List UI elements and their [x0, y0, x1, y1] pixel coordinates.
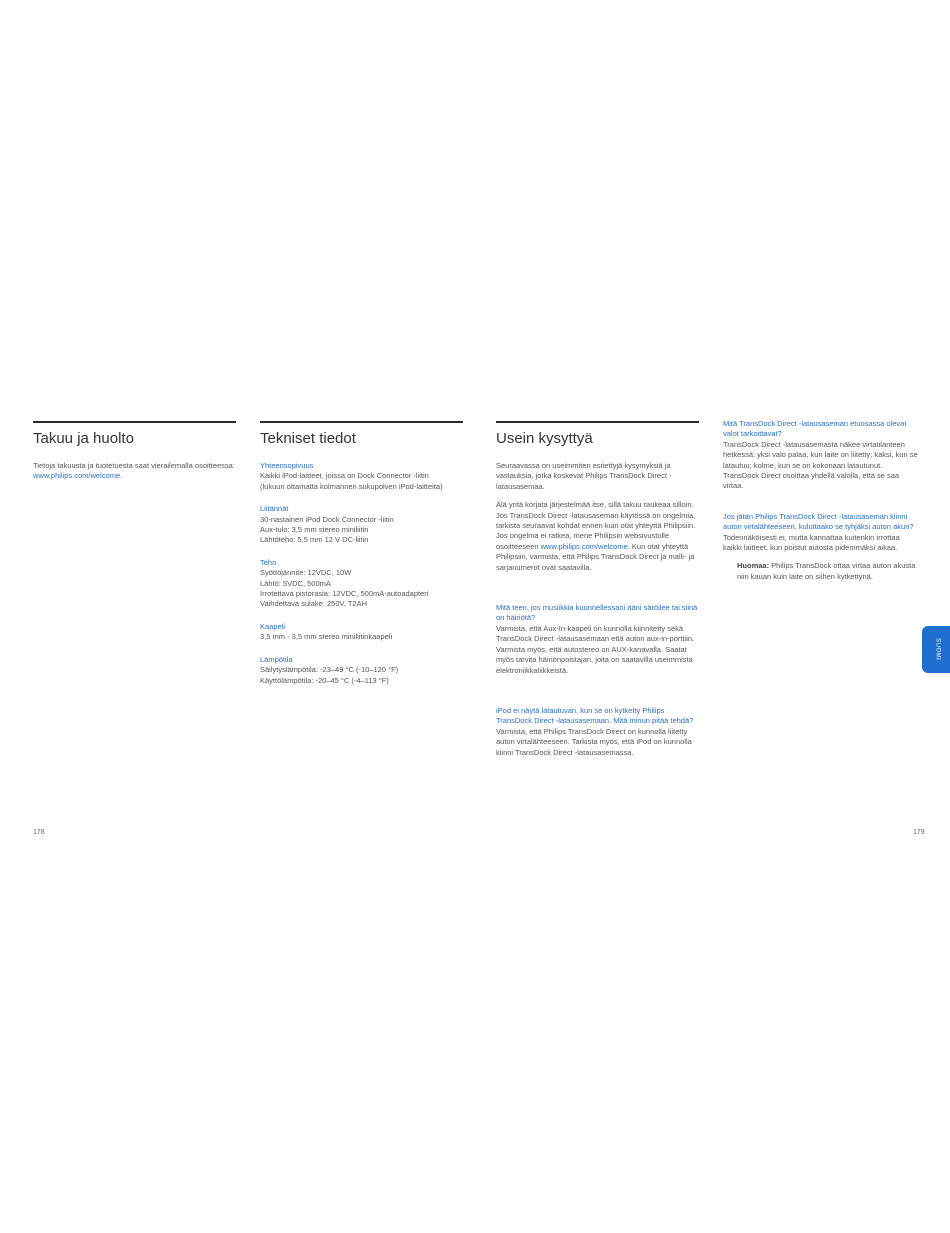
spec-groups: [260, 461, 463, 686]
spec-group: [260, 655, 463, 686]
spec-heading: Lämpötila: [260, 654, 293, 664]
spec-line: Säilytyslämpötila: -23–49 °C (-10–120 °F): [260, 665, 399, 675]
spec-line: 3,5 mm - 3,5 mm stereo miniliitinkaapeli: [260, 632, 393, 642]
language-tab: [922, 626, 950, 673]
spec-line: Aux-tulo: 3,5 mm stereo miniliitin: [260, 525, 369, 535]
faq-item: [723, 512, 918, 554]
section-rule: [33, 421, 236, 423]
faq-intro-1: Seuraavassa on useimmiten esitettyjä kysymyksiä ja vastauksia, jotka koskevat Philips TransDock Direct -latausasemaa.: [496, 461, 672, 491]
faq-link[interactable]: www.philips.com/welcome: [540, 541, 628, 551]
faq-item: [723, 419, 918, 492]
spec-group: [260, 622, 463, 643]
warranty-section: [33, 421, 236, 490]
warranty-text: Tietoja takuusta ja tuotetuesta saat vierailemalla osoitteessa: www.philips.com/welcome.: [33, 461, 235, 481]
spec-line: Irrotettava pistorasia: 12VDC, 500mA-autoadapteri: [260, 589, 429, 599]
spec-group: [260, 461, 463, 492]
faq-intro-2: Älä yritä korjata järjestelmää itse, sillä takuu raukeaa silloin. Jos TransDock Direct -latausaseman käytössä on ongelmia, tarkista seuraavat kohdat ennen kuin otat yhteyttä Philipsiin. Jos ongelma ei ratkea, mene Philipsin websivustolle osoitteeseen www.philips.com/welcome. Kun otat yhteyttä Philipsiin, varmista, että Philips TransDock Direct ja malli- ja sarjanumerot ovat saatavilla.: [496, 500, 696, 572]
language-tab-label: SUOMI: [934, 638, 941, 661]
section-rule: [260, 421, 463, 423]
spec-line: Lähtöteho: 5,5 mm 12 V DC-liitin: [260, 535, 369, 545]
spec-heading: Kaapeli: [260, 621, 286, 631]
faq-question: Jos jätän Philips TransDock Direct -latausaseman kiinni auton virtalähteeseen, kuluttaako se tyhjäksi auton akun?: [723, 511, 914, 532]
page-number-left: 178: [33, 829, 45, 836]
faq-continued: [723, 419, 918, 590]
spec-line: 30-nastainen iPod Dock Connector -liitin: [260, 514, 394, 524]
spec-line: (lukuun ottamatta kolmannen sukupolven iPod-laitteita): [260, 481, 443, 491]
faq-item: [496, 706, 699, 758]
faq-answer: TransDock Direct -latausasemasta näkee virtatilanteen hetkessä: yksi valo palaa, kun laite on liitetty; kaksi, kun se latautuu; kolme, kun se on kokonaan latautunut. TransDock Direct osoittaa yhdellä valolla, että se saa virtaa.: [723, 439, 918, 491]
spec-line: Vaihdettava sulake: 250V, T2AH: [260, 599, 368, 609]
warranty-link[interactable]: www.philips.com/welcome: [33, 471, 121, 481]
section-rule: [496, 421, 699, 423]
note-label: Huomaa:: [737, 561, 770, 571]
faq-answer: Varmista, että Aux-In-kaapeli on kunnolla kiinnitetty sekä TransDock Direct -latausasemaan että auton aux-in-porttiin. Varmista myös, että autostereo on AUX-kanavalla. Saatat myös tarvita häiriönpoistajan, joita on saatavilla useimmista elektroniikkaliikkeistä.: [496, 623, 695, 675]
faq-note: [723, 561, 918, 582]
faq-section: [496, 421, 699, 780]
faq-title: Usein kysyttyä: [496, 430, 593, 447]
warranty-title: Takuu ja huolto: [33, 430, 134, 447]
faq-answer: Todennäköisesti ei, mutta kannattaa kuitenkin irrottaa kaikki laitteet, kun poistut autosta pidemmäksi aikaa.: [723, 532, 900, 553]
spec-heading: Yhteensopivuus: [260, 461, 314, 470]
specs-title: Tekniset tiedot: [260, 430, 356, 447]
spec-group: [260, 558, 463, 610]
faq-question: Mitä TransDock Direct -latausaseman etuosassa olevat valot tarkoittavat?: [723, 419, 907, 439]
faq-question: Mitä teen, jos musiikkia kuunnellessani ääni säröilee tai siinä on häiriötä?: [496, 603, 698, 623]
faq-answer: Varmista, että Philips TransDock Direct on kunnolla liitetty auton virtalähteeseen. Tarkista myös, että iPod on kunnolla kiinni TransDock Direct -latausasemassa.: [496, 726, 692, 757]
spec-line: Käyttölämpötila: -20–45 °C (-4–113 °F): [260, 675, 389, 685]
spec-line: Kaikki iPod-laitteet, joissa on Dock Connector -liitin: [260, 471, 429, 481]
faq-item: [496, 603, 699, 676]
spec-heading: Liitännät: [260, 504, 289, 514]
spec-line: Syöttöjännite: 12VDC, 10W: [260, 568, 352, 578]
specs-section: [260, 421, 463, 698]
note-text: Philips TransDock ottaa virtaa auton akusta niin kauan kuin laite on siihen kytkettynä.: [737, 561, 916, 581]
faq-question: iPod ei näytä latautuvan, kun se on kytketty Philips TransDock Direct -latausasemaan. Mitä minun pitää tehdä?: [496, 705, 694, 726]
spec-heading: Teho: [260, 557, 277, 567]
spec-group: [260, 504, 463, 546]
page-number-right: 179: [913, 829, 925, 836]
spec-line: Lähtö: 5VDC, 500mA: [260, 578, 331, 588]
